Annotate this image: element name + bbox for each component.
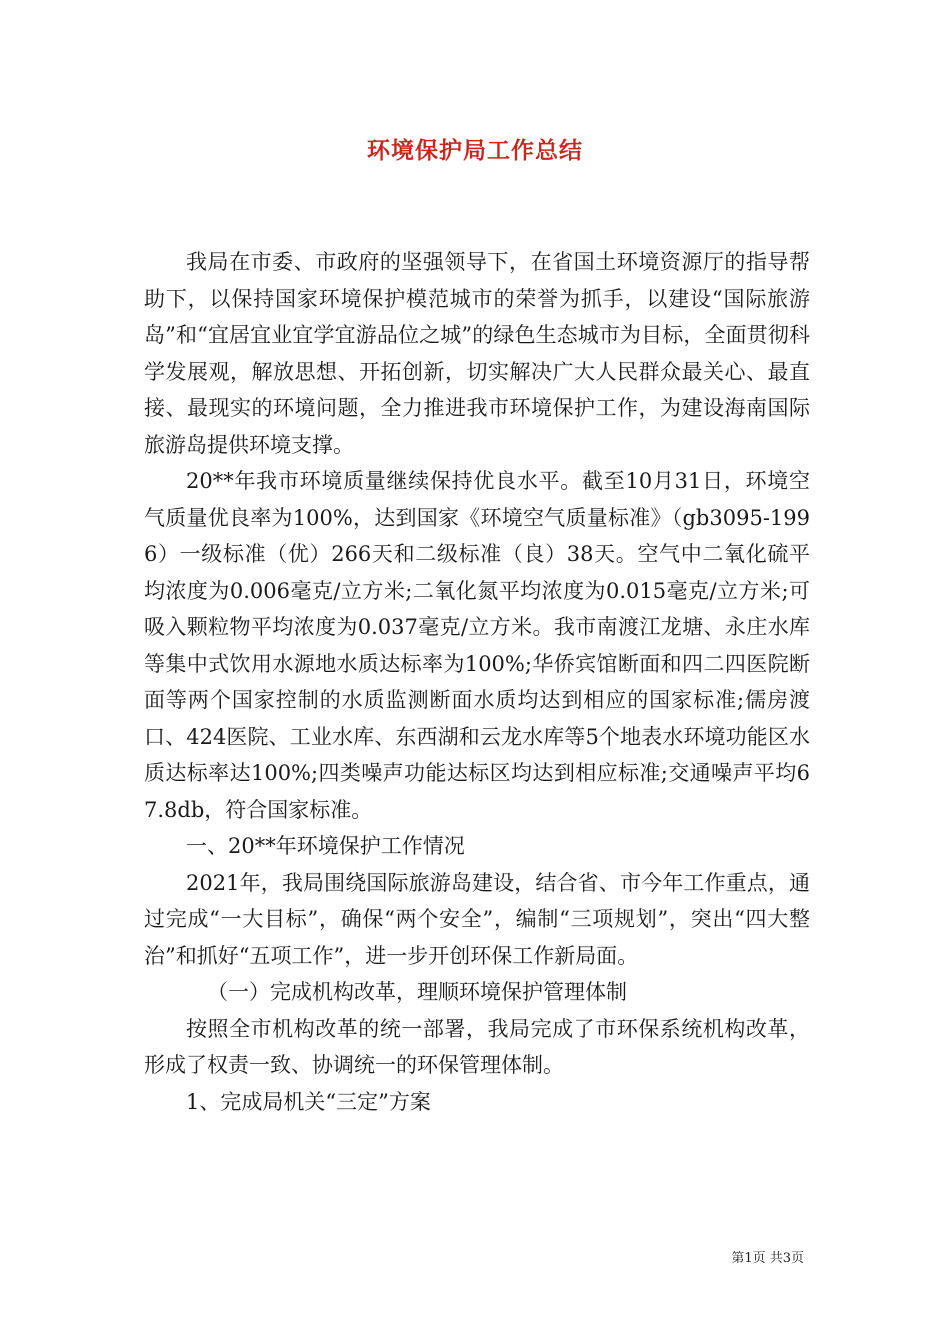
section-heading-1: 一、20**年环境保护工作情况 xyxy=(186,834,465,858)
document-body xyxy=(144,244,810,1120)
subsection-heading-1: （一）完成机构改革，理顺环境保护管理体制 xyxy=(207,980,627,1004)
paragraph-environment-quality: 20**年我市环境质量继续保持优良水平。截至10月31日，环境空气质量优良率为100%，达到国家《环境空气质量标准》（gb3095-1996）一级标准（优）266天和二级标准（良）38天。空气中二氧化硫平均浓度为0.006毫克/立方米;二氧化氮平均浓度为0.015毫克/立方米;可吸入颗粒物平均浓度为0.037毫克/立方米。我市南渡江龙塘、永庄水库等集中式饮用水源地水质达标率为100%;华侨宾馆断面和四二四医院断面等两个国家控制的水质监测断面水质均达到相应的国家标准;儒房渡口、424医院、工业水库、东西湖和云龙水库等5个地表水环境功能区水质达标率达100%;四类噪声功能达标区均达到相应标准;交通噪声平均67.8db，符合国家标准。 xyxy=(144,469,810,822)
paragraph-intro: 我局在市委、市政府的坚强领导下，在省国土环境资源厅的指导帮助下，以保持国家环境保护模范城市的荣誉为抓手，以建设“国际旅游岛”和“宜居宜业宜学宜游品位之城”的绿色生态城市为目标，全面贯彻科学发展观，解放思想、开拓创新，切实解决广大人民群众最关心、最直接、最现实的环境问题，全力推进我市环境保护工作，为建设海南国际旅游岛提供环境支撑。 xyxy=(144,250,810,457)
page-number: 第1页 共3页 xyxy=(731,1251,804,1266)
document-title: 环境保护局工作总结 xyxy=(367,138,583,164)
paragraph-reform: 按照全市机构改革的统一部署，我局完成了市环保系统机构改革，形成了权责一致、协调统一的环保管理体制。 xyxy=(144,1016,810,1077)
item-heading-1: 1、完成局机关“三定”方案 xyxy=(186,1089,431,1114)
paragraph-work-overview: 2021年，我局围绕国际旅游岛建设，结合省、市今年工作重点，通过完成“一大目标”，确保“两个安全”，编制“三项规划”，突出“四大整治”和抓好“五项工作”，进一步开创环保工作新局面。 xyxy=(144,870,810,968)
